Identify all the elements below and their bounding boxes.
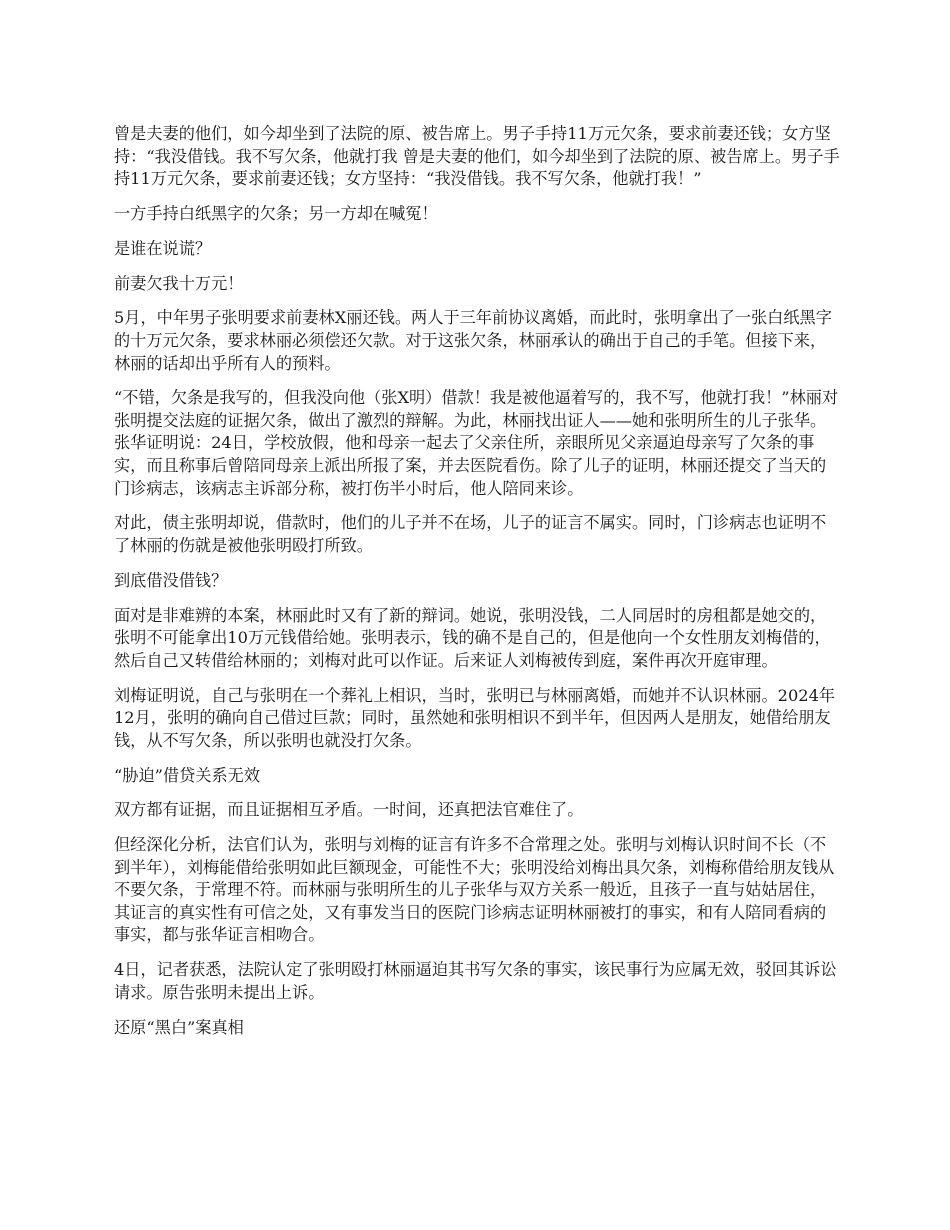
paragraph-8: 到底借没借钱？	[114, 570, 228, 590]
paragraph-4: 前妻欠我十万元！	[114, 273, 244, 293]
paragraph-3: 是谁在说谎？	[114, 238, 212, 258]
paragraph-6: “不错，欠条是我写的，但我没向他（张X明）借款！我是被他逼着写的，我不写，他就打我！”林丽对张明提交法庭的证据欠条，做出了激烈的辩解。为此，林丽找出证人——她和张明所生的儿子张华。张华证明说：24日，学校放假，他和母亲一起去了父亲住所，亲眼所见父亲逼迫母亲写了欠条的事实，而且称事后曾陪同母亲上派出所报了案，并去医院看伤。除了儿子的证明，林丽还提交了当天的门诊病志，该病志主诉部分称，被打伤半小时后，他人陪同来诊。	[114, 388, 839, 498]
paragraph-11: “胁迫”借贷关系无效	[114, 765, 261, 785]
paragraph-9: 面对是非难辨的本案，林丽此时又有了新的辩词。她说，张明没钱，二人同居时的房租都是她交的，张明不可能拿出10万元钱借给她。张明表示，钱的确不是自己的，但是他向一个女性朋友刘梅借的，然后自己又转借给林丽的；刘梅对此可以作证。后来证人刘梅被传到庭，案件再次开庭审理。	[114, 605, 831, 670]
paragraph-15: 还原“黑白”案真相	[114, 1017, 244, 1037]
paragraph-14: 4日，记者获悉，法院认定了张明殴打林丽逼迫其书写欠条的事实，该民事行为应属无效，驳回其诉讼请求。原告张明未提出上诉。	[114, 960, 837, 1002]
paragraph-13: 但经深化分析，法官们认为，张明与刘梅的证言有许多不合常理之处。张明与刘梅认识时间不长（不到半年），刘梅能借给张明如此巨额现金，可能性不大；张明没给刘梅出具欠条，刘梅称借给朋友钱从不要欠条，于常理不符。而林丽与张明所生的儿子张华与双方关系一般近，且孩子一直与姑姑居住，其证言的真实性有可信之处，又有事发当日的医院门诊病志证明林丽被打的事实，和有人陪同看病的事实，都与张华证言相吻合。	[114, 835, 835, 945]
paragraph-1: 曾是夫妻的他们，如今却坐到了法院的原、被告席上。男子手持11万元欠条，要求前妻还钱；女方坚持：“我没借钱。我不写欠条，他就打我 曾是夫妻的他们，如今却坐到了法院的原、被告席上。男子手持11万元欠条，要求前妻还钱；女方坚持：“我没借钱。我不写欠条，他就打我！”	[114, 124, 840, 189]
paragraph-10: 刘梅证明说，自己与张明在一个葬礼上相识，当时，张明已与林丽离婚，而她并不认识林丽。2024年12月，张明的确向自己借过巨款；同时，虽然她和张明相识不到半年，但因两人是朋友，她借给朋友钱，从不写欠条，所以张明也就没打欠条。	[114, 685, 836, 750]
paragraph-2: 一方手持白纸黑字的欠条；另一方却在喊冤！	[114, 203, 438, 223]
paragraph-12: 双方都有证据，而且证据相互矛盾。一时间，还真把法官难住了。	[114, 800, 584, 820]
paragraph-5: 5月，中年男子张明要求前妻林X丽还钱。两人于三年前协议离婚，而此时，张明拿出了一张白纸黑字的十万元欠条，要求林丽必须偿还欠款。对于这张欠条，林丽承认的确出于自己的手笔。但接下来，林丽的话却出乎所有人的预料。	[114, 308, 832, 373]
document-body	[114, 123, 842, 1051]
paragraph-7: 对此，债主张明却说，借款时，他们的儿子并不在场，儿子的证言不属实。同时，门诊病志也证明不了林丽的伤就是被他张明殴打所致。	[114, 513, 827, 556]
